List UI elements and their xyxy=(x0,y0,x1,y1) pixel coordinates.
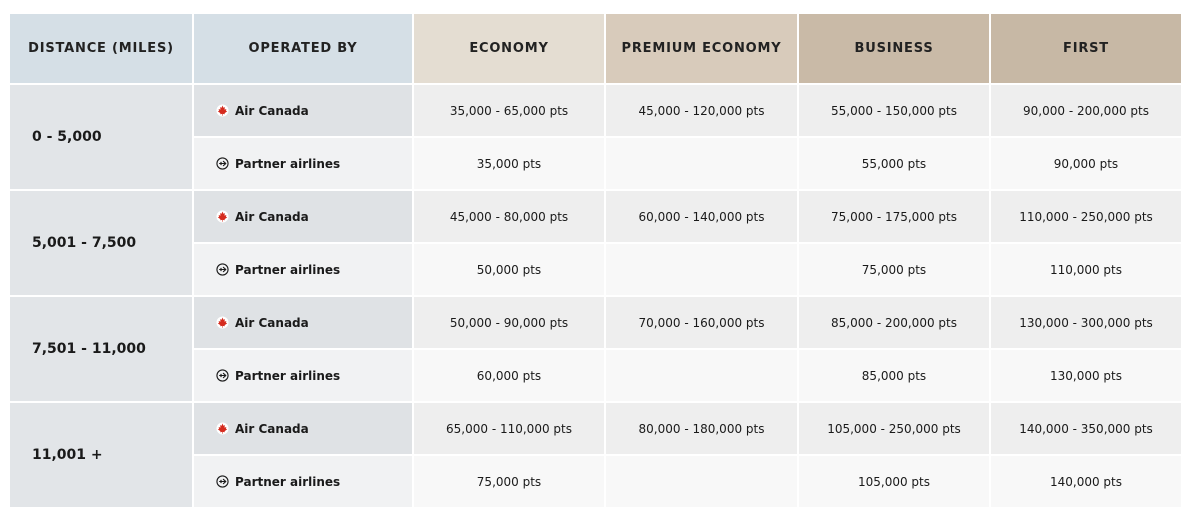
price-cell-business: 55,000 pts xyxy=(799,138,989,189)
distance-cell: 0 - 5,000 xyxy=(10,85,192,189)
price-cell-business: 85,000 - 200,000 pts xyxy=(799,297,989,348)
operator-cell xyxy=(194,244,412,295)
price-cell-first: 140,000 - 350,000 pts xyxy=(991,403,1181,454)
maple-leaf-icon xyxy=(216,104,229,117)
operator-label: Air Canada xyxy=(235,315,309,330)
price-cell-business: 75,000 - 175,000 pts xyxy=(799,191,989,242)
price-cell-first: 130,000 pts xyxy=(991,350,1181,401)
price-cell-premium-economy xyxy=(606,350,797,401)
operator-label: Partner airlines xyxy=(235,474,341,489)
price-cell-premium-economy: 70,000 - 160,000 pts xyxy=(606,297,797,348)
operator-label: Air Canada xyxy=(235,421,309,436)
table-row-air-canada xyxy=(10,85,1181,136)
price-cell-economy: 45,000 - 80,000 pts xyxy=(414,191,604,242)
operator-label: Partner airlines xyxy=(235,156,341,171)
operator-cell xyxy=(194,403,412,454)
plane-circle-icon xyxy=(216,369,229,382)
maple-leaf-icon xyxy=(216,210,229,223)
table-row-air-canada xyxy=(10,403,1181,454)
price-cell-first: 90,000 pts xyxy=(991,138,1181,189)
header-row xyxy=(10,14,1181,83)
price-cell-economy: 60,000 pts xyxy=(414,350,604,401)
price-cell-business: 105,000 pts xyxy=(799,456,989,507)
price-cell-premium-economy: 45,000 - 120,000 pts xyxy=(606,85,797,136)
header-premium-economy: PREMIUM ECONOMY xyxy=(606,14,797,83)
distance-cell: 11,001 + xyxy=(10,403,192,507)
header-distance: DISTANCE (MILES) xyxy=(10,14,192,83)
operator-cell xyxy=(194,138,412,189)
price-cell-first: 110,000 - 250,000 pts xyxy=(991,191,1181,242)
operator-cell xyxy=(194,350,412,401)
price-cell-premium-economy xyxy=(606,244,797,295)
price-cell-economy: 50,000 pts xyxy=(414,244,604,295)
price-cell-economy: 50,000 - 90,000 pts xyxy=(414,297,604,348)
operator-label: Partner airlines xyxy=(235,262,341,277)
price-cell-economy: 65,000 - 110,000 pts xyxy=(414,403,604,454)
operator-cell xyxy=(194,297,412,348)
price-cell-first: 90,000 - 200,000 pts xyxy=(991,85,1181,136)
operator-cell xyxy=(194,85,412,136)
maple-leaf-icon xyxy=(216,422,229,435)
price-cell-premium-economy: 80,000 - 180,000 pts xyxy=(606,403,797,454)
award-chart xyxy=(10,14,1183,507)
price-cell-business: 85,000 pts xyxy=(799,350,989,401)
plane-circle-icon xyxy=(216,263,229,276)
header-first: FIRST xyxy=(991,14,1181,83)
price-cell-premium-economy: 60,000 - 140,000 pts xyxy=(606,191,797,242)
price-cell-first: 140,000 pts xyxy=(991,456,1181,507)
operator-label: Air Canada xyxy=(235,103,309,118)
award-chart-table xyxy=(8,12,1183,509)
maple-leaf-icon xyxy=(216,316,229,329)
price-cell-first: 110,000 pts xyxy=(991,244,1181,295)
plane-circle-icon xyxy=(216,475,229,488)
price-cell-premium-economy xyxy=(606,456,797,507)
table-row-air-canada xyxy=(10,191,1181,242)
header-economy: ECONOMY xyxy=(414,14,604,83)
operator-label: Partner airlines xyxy=(235,368,341,383)
header-operated-by: OPERATED BY xyxy=(194,14,412,83)
distance-cell: 7,501 - 11,000 xyxy=(10,297,192,401)
distance-cell: 5,001 - 7,500 xyxy=(10,191,192,295)
operator-cell xyxy=(194,191,412,242)
price-cell-premium-economy xyxy=(606,138,797,189)
plane-circle-icon xyxy=(216,157,229,170)
table-row-air-canada xyxy=(10,297,1181,348)
header-business: BUSINESS xyxy=(799,14,989,83)
price-cell-business: 55,000 - 150,000 pts xyxy=(799,85,989,136)
price-cell-business: 105,000 - 250,000 pts xyxy=(799,403,989,454)
price-cell-business: 75,000 pts xyxy=(799,244,989,295)
price-cell-economy: 75,000 pts xyxy=(414,456,604,507)
operator-label: Air Canada xyxy=(235,209,309,224)
price-cell-economy: 35,000 pts xyxy=(414,138,604,189)
price-cell-economy: 35,000 - 65,000 pts xyxy=(414,85,604,136)
price-cell-first: 130,000 - 300,000 pts xyxy=(991,297,1181,348)
operator-cell xyxy=(194,456,412,507)
